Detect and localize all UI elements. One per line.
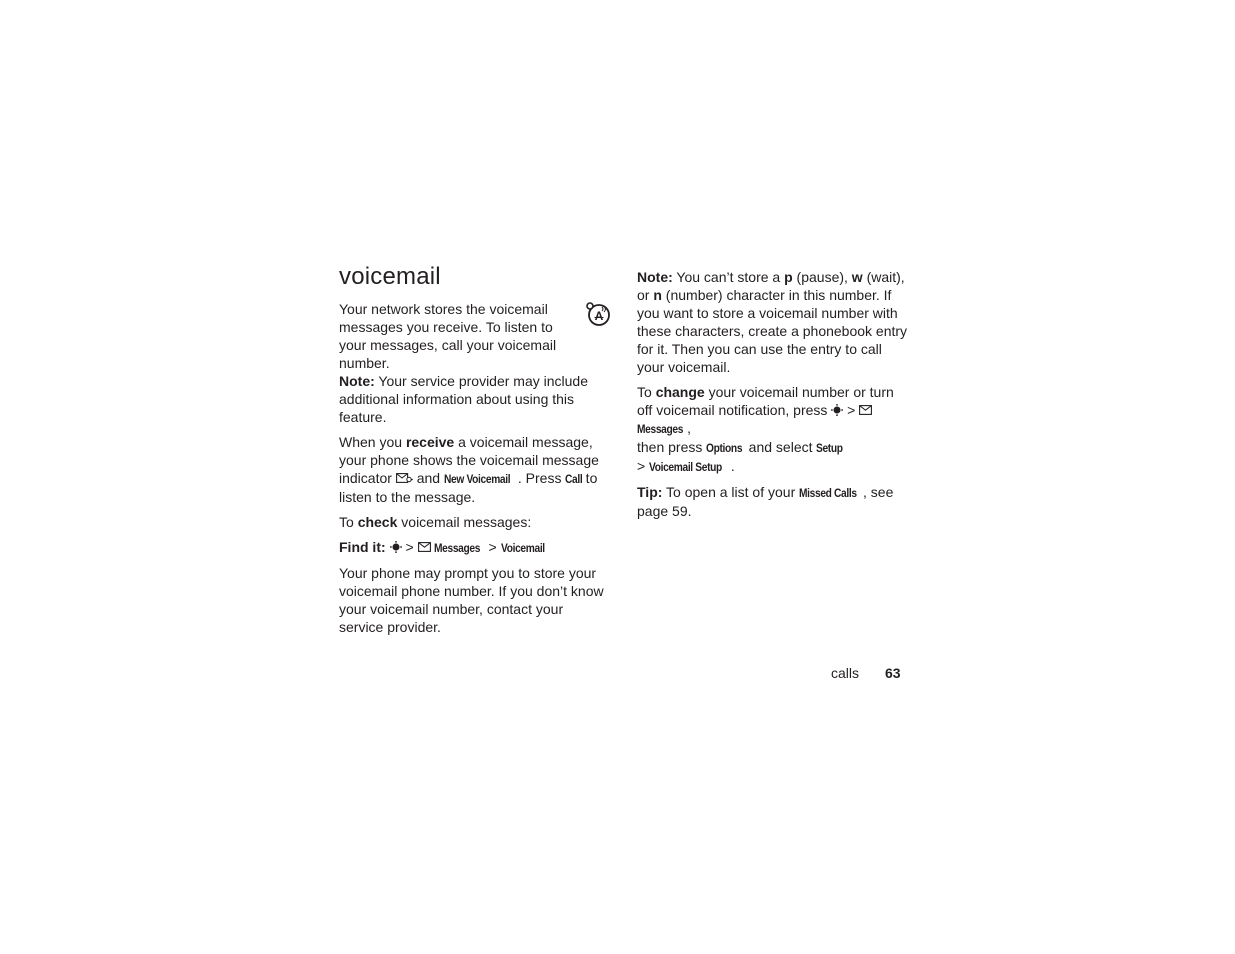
storage-note-paragraph [637,268,909,376]
change-text-1: To [637,384,656,400]
change-text-5: and select [744,439,817,455]
tip-paragraph [637,483,909,520]
check-bold: check [357,514,398,530]
note-paragraph [339,372,611,426]
path-separator: > [488,539,497,555]
message-envelope-icon [418,542,431,552]
voicemail-menu-label: Voicemail [500,541,545,555]
find-it-label: Find it: [339,539,386,555]
check-paragraph [339,513,611,531]
check-text-2: voicemail messages: [397,514,532,530]
wait-char: w [851,269,863,285]
path-separator: > [847,402,856,418]
note-text-1: You can’t store a [672,269,785,285]
missed-calls-label: Missed Calls [799,486,857,500]
nav-key-icon [831,404,843,416]
note-text-4: (number) character in this number. If you want to store a voicemail number with these characters, create a phonebook entry for it. Then you can use the entry to call your voicemail. [637,287,908,375]
change-bold: change [655,384,705,400]
receive-text-1: When you [339,434,406,450]
receive-bold: receive [405,434,455,450]
new-voicemail-label: New Voicemail [443,472,511,486]
receive-paragraph [339,433,611,506]
page-number: 63 [885,665,901,681]
intro-paragraph [339,300,611,372]
page-title: voicemail [339,263,441,290]
note-label: Note: [339,373,375,389]
nav-key-icon [390,541,402,553]
note-label: Note: [637,269,673,285]
network-feature-icon [585,300,611,326]
message-envelope-icon [859,405,872,415]
receive-text-3: and [412,470,444,486]
note-text: Your service provider may include additional information about using this feature. [339,373,589,425]
receive-text-4: . Press [517,470,566,486]
left-column [339,262,611,643]
prompt-paragraph: Your phone may prompt you to store your voicemail phone number. If you don’t know your voicemail number, contact your service provider. [339,565,604,635]
change-paragraph [637,383,909,476]
check-text-1: To [339,514,358,530]
path-separator: > [637,458,646,474]
right-column [637,268,909,527]
change-text-2: your voicemail number or turn off voicemail notification, press [637,384,894,418]
messages-menu-label: Messages [637,422,684,436]
note-text-3: (wait), or [637,269,905,303]
messages-menu-label: Messages [434,541,481,555]
receive-text-2: a voicemail message, your phone shows the voicemail message indicator [339,434,599,486]
change-period: . [730,458,735,474]
svg-text:A: A [594,309,604,323]
find-it-path [339,538,611,557]
voicemail-indicator-icon [396,473,413,483]
path-separator: > [405,539,414,555]
intro-text: Your network stores the voicemail messages you receive. To listen to your messages, call your voicemail number. [339,301,557,371]
pause-char: p [784,269,793,285]
setup-menu-label: Setup [816,441,844,455]
options-softkey-label: Options [706,441,743,455]
tip-text-1: To open a list of your [662,484,800,500]
tip-label: Tip: [637,484,663,500]
receive-text-5: to listen to the message. [339,470,598,505]
tip-text-2: , see page 59. [637,484,894,519]
call-softkey-label: Call [565,472,583,486]
number-char: n [653,287,662,303]
voicemail-setup-menu-label: Voicemail Setup [649,460,723,474]
change-text-4: then press [637,439,707,455]
note-text-2: (pause), [792,269,852,285]
page-footer [831,665,901,681]
footer-section-name: calls [831,665,860,681]
change-text-3: , [687,420,692,436]
